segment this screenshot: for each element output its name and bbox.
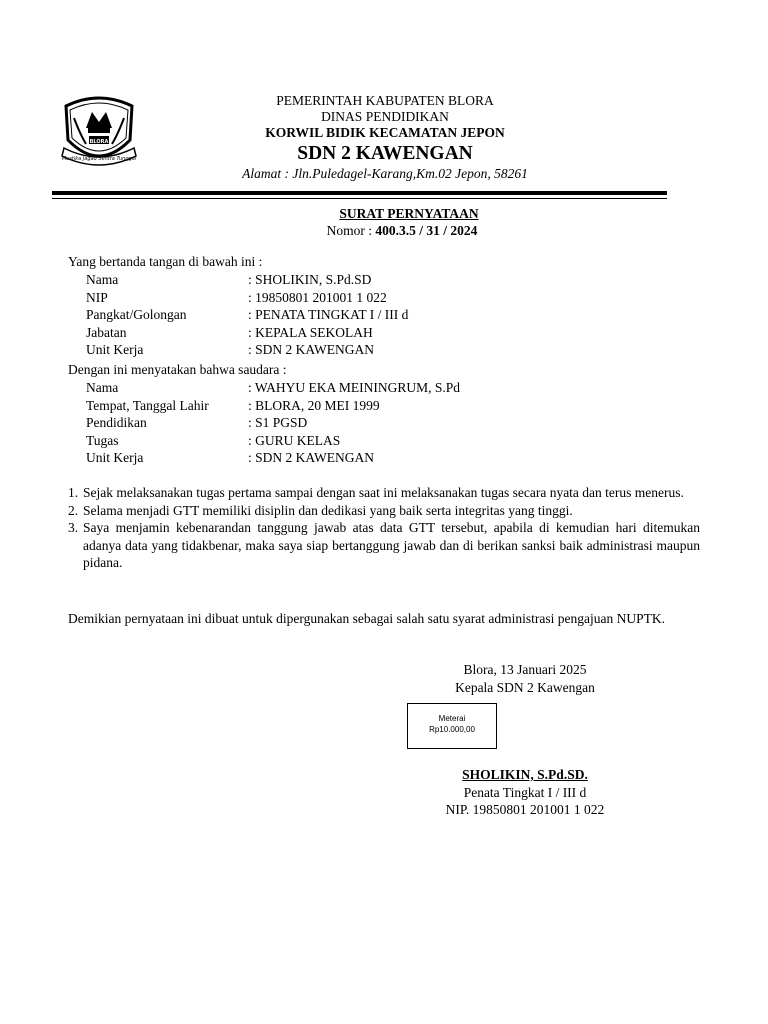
signer-field-label: Pangkat/Golongan bbox=[86, 307, 187, 323]
letterhead-divider-thick bbox=[52, 191, 667, 195]
signer-intro: Yang bertanda tangan di bawah ini : bbox=[68, 254, 263, 269]
subject-intro: Dengan ini menyatakan bahwa saudara : bbox=[68, 362, 287, 377]
letterhead bbox=[150, 93, 620, 182]
subject-field-value: : S1 PGSD bbox=[248, 415, 308, 431]
signer-field-value: : KEPALA SEKOLAH bbox=[248, 324, 373, 340]
document-title-block bbox=[0, 206, 768, 239]
statement-point-number: 2. bbox=[68, 502, 79, 518]
statement-point-text: Sejak melaksanakan tugas pertama sampai dengan saat ini melaksanakan tugas secara nyata dan terus menerus. bbox=[83, 485, 684, 500]
signer-field-label: NIP bbox=[86, 289, 108, 305]
closing-paragraph: Demikian pernyataan ini dibuat untuk dipergunakan sebagai salah satu syarat administrasi pengajuan NUPTK. bbox=[68, 611, 665, 626]
subject-field-label: Nama bbox=[86, 380, 119, 395]
revenue-stamp-label: Meterai bbox=[438, 714, 466, 723]
subject-field-value: : GURU KELAS bbox=[248, 432, 341, 448]
signature-nip: NIP. 19850801 201001 1 022 bbox=[445, 802, 605, 818]
subject-field-label: Tugas bbox=[86, 432, 119, 448]
subject-field-label: Unit Kerja bbox=[86, 450, 144, 466]
logo-ribbon-text: Mustika Jagad Sentra Tunggal bbox=[61, 156, 137, 162]
regency-logo-emblem bbox=[56, 88, 142, 174]
document-number bbox=[36, 223, 768, 239]
subject-field-value: : BLORA, 20 MEI 1999 bbox=[248, 397, 380, 413]
revenue-stamp-value: Rp10.000,00 bbox=[429, 725, 475, 734]
signature-place-date: Blora, 13 Januari 2025 bbox=[463, 662, 587, 677]
statement-point bbox=[68, 502, 700, 520]
letterhead-address: Alamat : Jln.Puledagel-Karang,Km.02 Jepon, 58261 bbox=[242, 165, 528, 181]
document-title: SURAT PERNYATAAN bbox=[339, 206, 479, 221]
signer-field-label: Nama bbox=[86, 272, 119, 287]
statement-point bbox=[68, 484, 700, 502]
statement-point-number: 1. bbox=[68, 485, 79, 500]
subject-field-label: Tempat, Tanggal Lahir bbox=[86, 397, 209, 413]
statement-points bbox=[68, 484, 700, 572]
statement-point-text: Saya menjamin kebenarandan tanggung jawab atas data GTT tersebut, apabila di kemudian hari ditemukan adanya data yang tidakbenar, maka saya siap bertanggung jawab dan di berikan sanksi baik administrasi maupun pidana. bbox=[83, 520, 700, 571]
document-number-value: 400.3.5 / 31 / 2024 bbox=[375, 223, 478, 238]
signer-field-value: : SDN 2 KAWENGAN bbox=[248, 342, 375, 358]
signer-field-label: Jabatan bbox=[86, 324, 127, 340]
letterhead-department: DINAS PENDIDIKAN bbox=[321, 108, 449, 124]
letterhead-school-name: SDN 2 KAWENGAN bbox=[297, 142, 473, 164]
signature-rank: Penata Tingkat I / III d bbox=[463, 784, 587, 800]
letterhead-district-office: KORWIL BIDIK KECAMATAN JEPON bbox=[265, 124, 505, 140]
subject-field-label: Pendidikan bbox=[86, 415, 147, 431]
document-number-label: Nomor : bbox=[326, 223, 376, 238]
letterhead-divider-thin bbox=[52, 198, 667, 199]
subject-field-value: : WAHYU EKA MEININGRUM, S.Pd bbox=[248, 380, 461, 395]
revenue-stamp-box bbox=[407, 703, 497, 749]
signer-field-value: : SHOLIKIN, S.Pd.SD bbox=[248, 272, 372, 287]
logo-text-top: BLORA bbox=[89, 139, 109, 145]
signer-field-label: Unit Kerja bbox=[86, 342, 144, 358]
signer-field-value: : 19850801 201001 1 022 bbox=[248, 289, 387, 305]
subject-field-value: : SDN 2 KAWENGAN bbox=[248, 450, 375, 466]
statement-point-text: Selama menjadi GTT memiliki disiplin dan dedikasi yang baik serta integritas yang tinggi. bbox=[83, 502, 573, 518]
statement-point-number: 3. bbox=[68, 520, 79, 536]
signer-field-value: : PENATA TINGKAT I / III d bbox=[248, 307, 409, 323]
signature-position: Kepala SDN 2 Kawengan bbox=[455, 679, 595, 695]
signature-block bbox=[400, 766, 650, 819]
signature-header bbox=[400, 661, 650, 696]
statement-point bbox=[68, 519, 700, 572]
signature-name: SHOLIKIN, S.Pd.SD. bbox=[462, 767, 588, 782]
letterhead-government: PEMERINTAH KABUPATEN BLORA bbox=[276, 93, 494, 108]
